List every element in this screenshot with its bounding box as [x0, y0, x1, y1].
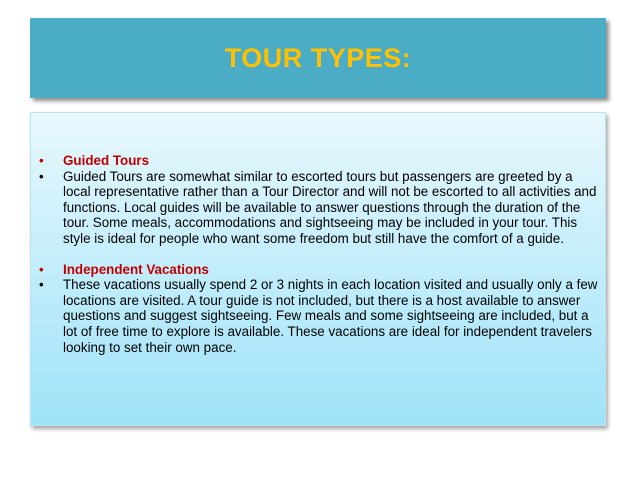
- bullet-heading-text: Independent Vacations: [63, 261, 209, 277]
- bullet-heading-text: Guided Tours: [63, 153, 150, 168]
- bullet-body-text: These vacations usually spend 2 or 3 nights in each location visited and usually only a few locations are visited. A tour guide is not included, but there is a host available to answer questions and suggest sightseeing. Few meals and some sightseeing are included, but a lot of free time to explore is available. These vacations are ideal for independent travelers looking to set their own pace.: [63, 277, 598, 355]
- bullet-list: [37, 153, 599, 355]
- bullet-body-independent-vacations: [37, 277, 599, 355]
- bullet-dot-icon: •: [39, 261, 44, 277]
- bullet-dot-icon: •: [39, 277, 44, 293]
- content-panel: [30, 112, 606, 426]
- slide-title: TOUR TYPES:: [224, 42, 412, 73]
- bullet-body-guided-tours: [37, 169, 599, 247]
- title-banner: [30, 18, 606, 98]
- bullet-heading-guided-tours: [37, 153, 599, 169]
- bullet-heading-independent-vacations: [37, 262, 599, 278]
- bullet-dot-icon: •: [39, 153, 44, 168]
- bullet-dot-icon: •: [39, 168, 44, 184]
- bullet-body-text: Guided Tours are somewhat similar to escorted tours but passengers are greeted by a local representative rather than a Tour Director and will not be escorted to all activities and functions. Local guides will be available to answer questions through the duration of the tour. Some meals, accommodations and sightseeing may be included in your tour. This style is ideal for people who want some freedom but still have the comfort of a guide.: [63, 168, 597, 246]
